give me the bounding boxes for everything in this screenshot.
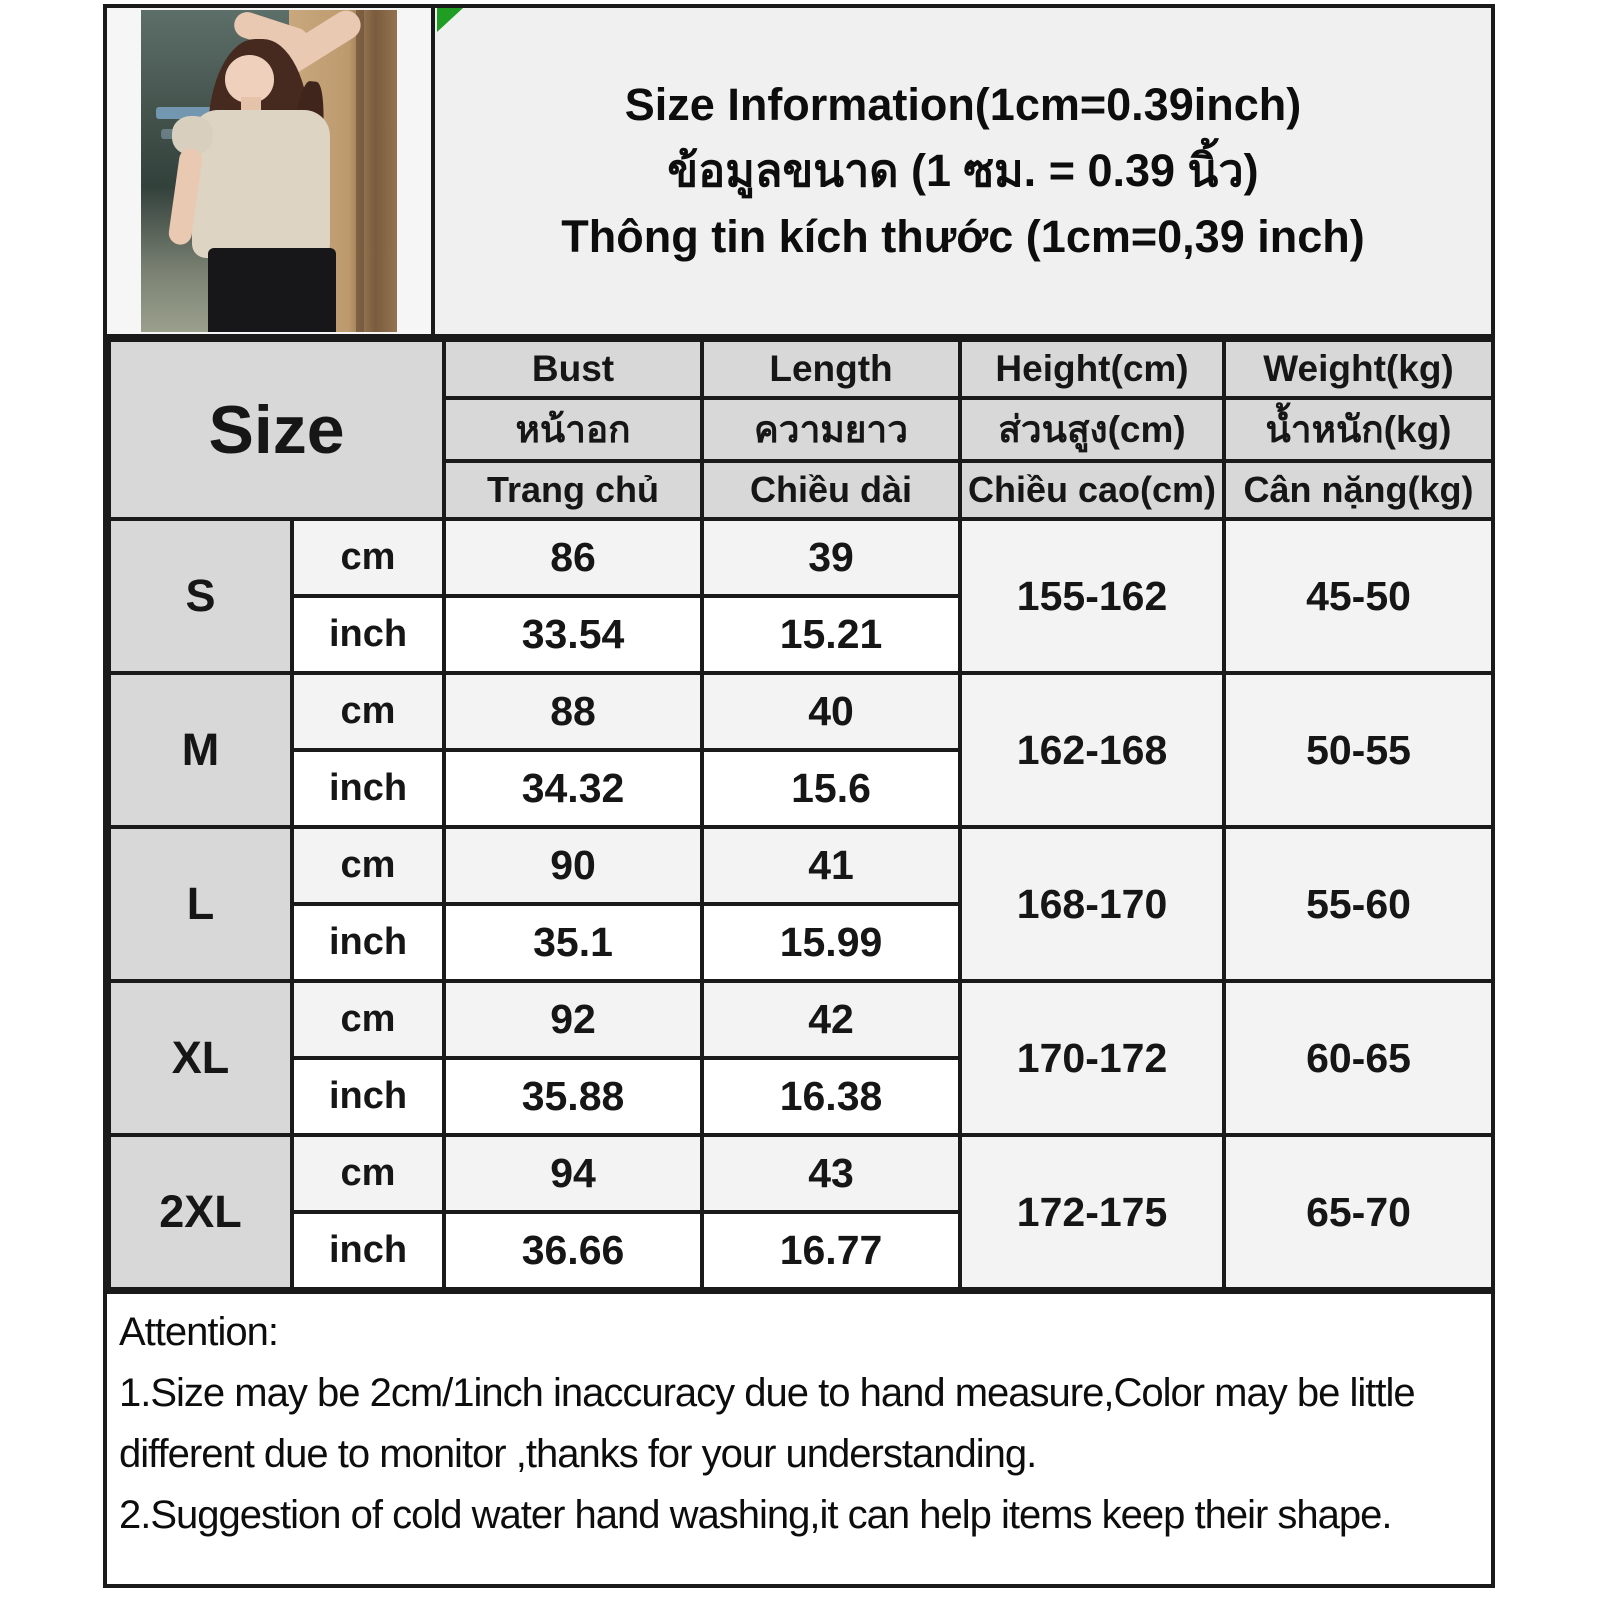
- cell-m-bust-in: 34.32: [444, 750, 702, 827]
- cell-2xl-length-in: 16.77: [702, 1212, 960, 1289]
- attention-heading: Attention:: [119, 1310, 279, 1354]
- corner-flag-icon: [437, 8, 463, 32]
- size-label-l: L: [109, 827, 292, 981]
- cell-2xl-bust-cm: 94: [444, 1135, 702, 1212]
- title-cell: [435, 8, 1491, 334]
- unit-inch-l: inch: [292, 904, 444, 981]
- cell-xl-length-cm: 42: [702, 981, 960, 1058]
- size-label-m: M: [109, 673, 292, 827]
- cell-s-length-cm: 39: [702, 519, 960, 596]
- model-photo: [141, 10, 397, 332]
- door-frame: [356, 10, 364, 332]
- cell-xl-length-in: 16.38: [702, 1058, 960, 1135]
- size-label-s: S: [109, 519, 292, 673]
- unit-cm-xl: cm: [292, 981, 444, 1058]
- cell-m-bust-cm: 88: [444, 673, 702, 750]
- unit-cm-2xl: cm: [292, 1135, 444, 1212]
- cell-m-weight: 50-55: [1224, 673, 1493, 827]
- cell-s-bust-cm: 86: [444, 519, 702, 596]
- cell-s-length-in: 15.21: [702, 596, 960, 673]
- unit-inch-xl: inch: [292, 1058, 444, 1135]
- hdr-weight-th: น้ำหนัก(kg): [1224, 398, 1493, 461]
- size-label-2xl: 2XL: [109, 1135, 292, 1289]
- cell-s-height: 155-162: [960, 519, 1224, 673]
- size-label-xl: XL: [109, 981, 292, 1135]
- hdr-height-en: Height(cm): [960, 340, 1224, 398]
- title-vi: Thông tin kích thước (1cm=0,39 inch): [561, 211, 1365, 262]
- cell-2xl-bust-in: 36.66: [444, 1212, 702, 1289]
- hdr-length-vi: Chiều dài: [702, 461, 960, 519]
- cell-l-length-cm: 41: [702, 827, 960, 904]
- top-section: [107, 8, 1491, 338]
- hdr-bust-th: หน้าอก: [444, 398, 702, 461]
- cell-l-length-in: 15.99: [702, 904, 960, 981]
- cell-xl-weight: 60-65: [1224, 981, 1493, 1135]
- cell-xl-bust-cm: 92: [444, 981, 702, 1058]
- unit-cm-s: cm: [292, 519, 444, 596]
- cell-xl-height: 170-172: [960, 981, 1224, 1135]
- hdr-weight-en: Weight(kg): [1224, 340, 1493, 398]
- hdr-weight-vi: Cân nặng(kg): [1224, 461, 1493, 519]
- size-header-cell: Size: [109, 340, 444, 519]
- hdr-height-vi: Chiều cao(cm): [960, 461, 1224, 519]
- unit-cm-m: cm: [292, 673, 444, 750]
- cell-l-weight: 55-60: [1224, 827, 1493, 981]
- size-chart-sheet: [103, 4, 1495, 1588]
- photo-cell: [107, 8, 435, 334]
- unit-inch-2xl: inch: [292, 1212, 444, 1289]
- hdr-height-th: ส่วนสูง(cm): [960, 398, 1224, 461]
- title-en: Size Information(1cm=0.39inch): [624, 79, 1302, 130]
- attention-notes: [107, 1291, 1491, 1584]
- attention-note-1: 1.Size may be 2cm/1inch inaccuracy due to hand measure,Color may be little different due to monitor ,thanks for your understanding.: [119, 1371, 1415, 1476]
- unit-inch-m: inch: [292, 750, 444, 827]
- unit-cm-l: cm: [292, 827, 444, 904]
- title-th: ข้อมูลขนาด (1 ซม. = 0.39 นิ้ว): [667, 145, 1259, 196]
- cell-2xl-weight: 65-70: [1224, 1135, 1493, 1289]
- cell-l-height: 168-170: [960, 827, 1224, 981]
- cell-m-length-cm: 40: [702, 673, 960, 750]
- cell-l-bust-cm: 90: [444, 827, 702, 904]
- attention-note-2: 2.Suggestion of cold water hand washing,it can help items keep their shape.: [119, 1493, 1392, 1537]
- cell-2xl-height: 172-175: [960, 1135, 1224, 1289]
- cell-m-height: 162-168: [960, 673, 1224, 827]
- cell-xl-bust-in: 35.88: [444, 1058, 702, 1135]
- hdr-length-en: Length: [702, 340, 960, 398]
- hdr-bust-vi: Trang chủ: [444, 461, 702, 519]
- hdr-bust-en: Bust: [444, 340, 702, 398]
- cell-m-length-in: 15.6: [702, 750, 960, 827]
- cell-s-weight: 45-50: [1224, 519, 1493, 673]
- butterfly-print-shirt: [192, 110, 330, 258]
- hdr-length-th: ความยาว: [702, 398, 960, 461]
- size-table: [107, 338, 1495, 1291]
- cell-s-bust-in: 33.54: [444, 596, 702, 673]
- unit-inch-s: inch: [292, 596, 444, 673]
- cell-l-bust-in: 35.1: [444, 904, 702, 981]
- black-skirt: [208, 248, 336, 332]
- cell-2xl-length-cm: 43: [702, 1135, 960, 1212]
